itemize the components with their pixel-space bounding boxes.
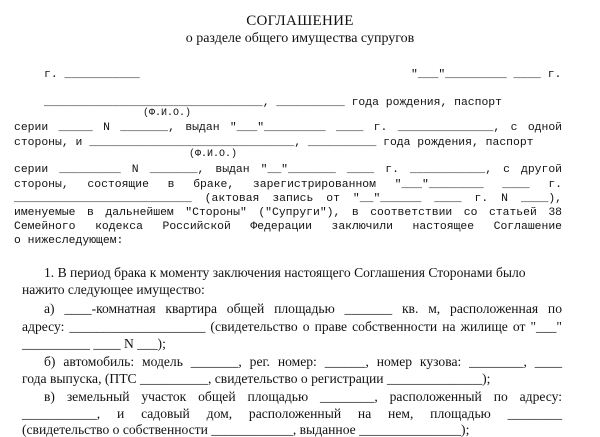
item-c-line1: в) земельный участок общей площадью ________, расположенный по адресу:: [44, 389, 562, 404]
clause1-line1: 1. В период брака к моменту заключения настоящего Соглашения Сторонами было: [44, 265, 526, 280]
item-a-line3: __________ ____ N ___);: [22, 336, 166, 351]
item-b-line1: б) автомобиль: модель _______, рег. номер: ______, номер кузова: ________, ____: [44, 354, 562, 369]
act-record-line: __________________________ (актовая запись от "__"______ ____ г. N ____),: [14, 193, 562, 205]
item-c-line3: (свидетельство о собственности ____________, выданное _______________);: [22, 422, 470, 437]
parties-definition-line: именуемые в дальнейшем "Стороны" ("Супруги"), в соответствии со статьей 38: [14, 207, 562, 219]
item-c-line2: ___________, и садовый дом, расположенный на нем, площадью ________: [22, 406, 562, 421]
item-a-line2: адресу: ____________________ (свидетельство о праве собственности на жилище от "___": [22, 319, 562, 334]
party2-line: стороны, и ______________________________, __________ года рождения, паспорт: [14, 137, 534, 149]
party1-caption: (Ф.И.О.): [143, 108, 192, 119]
item-a-line1: а) ____-комнатная квартира общей площадью _______ кв. м, расположенная по: [44, 301, 562, 316]
header-city: г. ___________: [44, 69, 140, 81]
clause1-line2: нажито следующее имущество:: [22, 282, 205, 297]
document-subtitle: о разделе общего имущества супругов: [185, 31, 415, 46]
marriage-line: стороны, состоящие в браке, зарегистрированном "___"________ ____ г.: [14, 179, 562, 191]
party1-passport-line: серии _____ N _______, выдан "___"_________ ____ г. ______________, с одной: [14, 122, 562, 134]
document-title: СОГЛАШЕНИЕ: [246, 13, 354, 29]
item-b-line2: года выпуска, (ПТС __________, свидетельство о регистрации ______________);: [22, 371, 491, 386]
header-date: "___"_________ ____ г.: [411, 69, 562, 81]
family-code-line: Семейного кодекса Российской Федерации заключили настоящее Соглашение: [14, 221, 562, 233]
following-line: о нижеследующем:: [14, 235, 124, 247]
party2-caption: (Ф.И.О.): [189, 149, 238, 160]
party2-passport-line: серии _________ N _______, выдан "__"_______ ____ г. ___________, с другой: [14, 164, 562, 176]
party1-line: ________________________________, __________ года рождения, паспорт: [44, 97, 502, 109]
